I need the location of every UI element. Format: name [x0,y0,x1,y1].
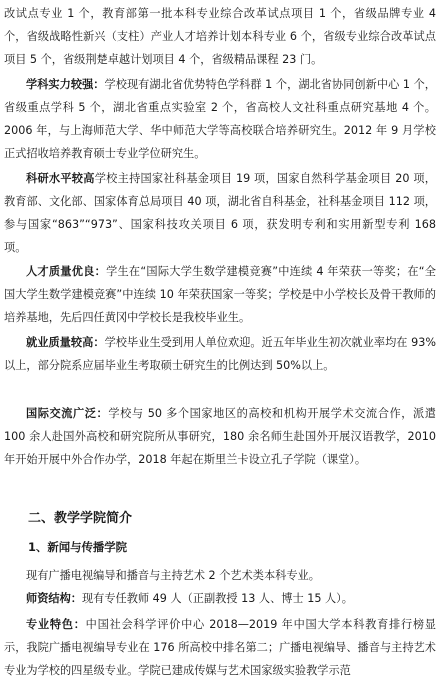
paragraph-discipline-label: 学科实力较强： [26,78,105,91]
paragraph-features-label: 专业特色： [26,618,86,631]
paragraph-employment-text: 学校毕业生受到用人单位欢迎。近五年毕业生初次就业率均在 93%以上，部分院系应届毕业生考取硕士研究生的比例达到 50%以上。 [4,336,436,372]
paragraph-exchange [4,402,436,471]
paragraph-faculty [4,587,436,610]
paragraph-research-text: 学校主持国家社科基金项目 19 项，国家自然科学基金项目 20 项，教育部、文化部、国家体育总局项目 40 项，湖北省自科基金，社科基金项目 112 项，参与国家“863”“973”、国家科技攻关项目 6 项，获发明专利和实用新型专利 168 项。 [4,172,436,254]
paragraph-features [4,613,436,682]
paragraph-faculty-label: 师资结构： [26,592,82,605]
paragraph-features-text: 中国社会科学评价中心 2018—2019 年中国大学本科教育排行榜显示，我院广播电视编导专业在 176 所高校中排名第二；广播电视编导、播音与主持艺术专业为学校的四星级专业。学院已建成传媒与艺术国家级实验教学示范 [4,618,436,677]
paragraph-research [4,167,436,259]
paragraph-discipline [4,73,436,165]
paragraph-exchange-text: 学校与 50 多个国家地区的高校和机构开展学术交流合作，派遣 100 余人赴国外高校和研究院所从事研究，180 余名师生赴国外开展汉语教学，2010 年开始开展中外合作办学，2018 年起在斯里兰卡设立孔子学院（课堂）。 [4,407,436,466]
paragraph-talent-text: 学生在“国际大学生数学建模竞赛”中连续 4 年荣获一等奖；在“全国大学生数学建模竞赛”中连续 10 年荣获国家一等奖；学校是中小学校长及骨干教师的培养基地，先后四任黄冈中学校长是我校毕业生。 [4,265,436,324]
paragraph-discipline-text: 学校现有湖北省优势特色学科群 1 个，湖北省协同创新中心 1 个，省级重点学科 5 个，湖北省重点实验室 2 个，省高校人文社科重点研究基地 4 个。2006 年，与上海师范大学、华中师范大学等高校联合培养研究生。2012 年 9 月学校正式招收培养教育硕士专业学位研究生。 [4,78,436,160]
paragraph-exchange-label: 国际交流广泛： [26,407,109,420]
paragraph-talent [4,260,436,329]
section-title: 二、教学学院简介 [28,511,133,526]
paragraph-employment-label: 就业质量较高： [26,336,105,349]
paragraph-intro-text: 改试点专业 1 个，教育部第一批本科专业综合改革试点项目 1 个，省级品牌专业 4 个，省级战略性新兴（支柱）产业人才培养计划本科专业 6 个，省级专业综合改革试点项目 5 个，省级荆楚卓越计划项目 4 个，省级精品课程 23 门。 [4,7,436,66]
paragraph-employment [4,331,436,377]
subsection-title: 1、新闻与传播学院 [28,540,128,554]
paragraph-talent-label: 人才质量优良： [26,265,107,278]
paragraph-majors-text: 现有广播电视编导和播音与主持艺术 2 个艺术类本科专业。 [26,569,320,582]
paragraph-intro [4,2,436,71]
paragraph-research-label: 科研水平较高 [26,172,95,185]
paragraph-faculty-text: 现有专任教师 49 人（正副教授 13 人、博士 15 人）。 [81,592,353,605]
paragraph-majors [4,564,436,587]
